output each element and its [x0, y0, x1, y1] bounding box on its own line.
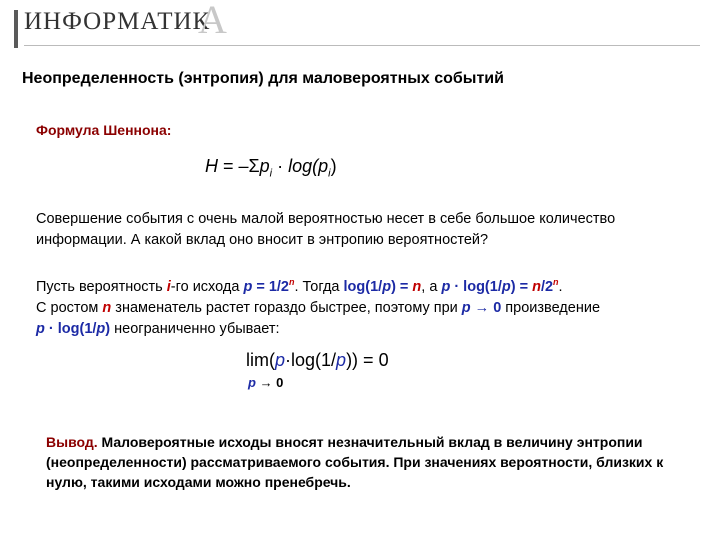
- paragraph-intro: Совершение события с очень малой вероятностью несет в себе большое количество информации. А какой вклад оно вносит в энтропию вероятностей?: [36, 211, 616, 248]
- conclusion-text: Маловероятные исходы вносят незначительный вклад в величину энтропии (неопределенности) рассматриваемого события. При значениях вероятности, близких к нулю, такими исходами можно пренебречь.: [46, 434, 664, 490]
- logo-text: ИНФОРМАТИК: [24, 8, 211, 35]
- logo-bar: [14, 10, 18, 48]
- formula-heading: Формула Шеннона:: [36, 122, 172, 138]
- page-title: Неопределенность (энтропия) для маловероятных событий: [22, 70, 504, 87]
- limit-subscript: p → 0: [248, 375, 284, 390]
- paragraph-derivation: Пусть вероятность i-го исхода $p = 1/2^n$. Тогда log(1/p) = n, а $p \cdot \log(1/p) = n/2^n$. С ростом n знаменатель растет гораздо быстрее, поэтому при p → 0 произведение p · log(1/p) неограниченно убывает:: [36, 277, 601, 337]
- conclusion: [46, 432, 696, 492]
- limit-formula: lim(p·log(1/p)) = 0: [246, 350, 389, 370]
- header-divider: [24, 45, 700, 46]
- conclusion-label: Вывод.: [46, 434, 98, 450]
- logo-letter: А: [198, 0, 227, 42]
- shannon-formula: $H = -\Sigma p_i \cdot \log(p_i)$: [205, 156, 337, 180]
